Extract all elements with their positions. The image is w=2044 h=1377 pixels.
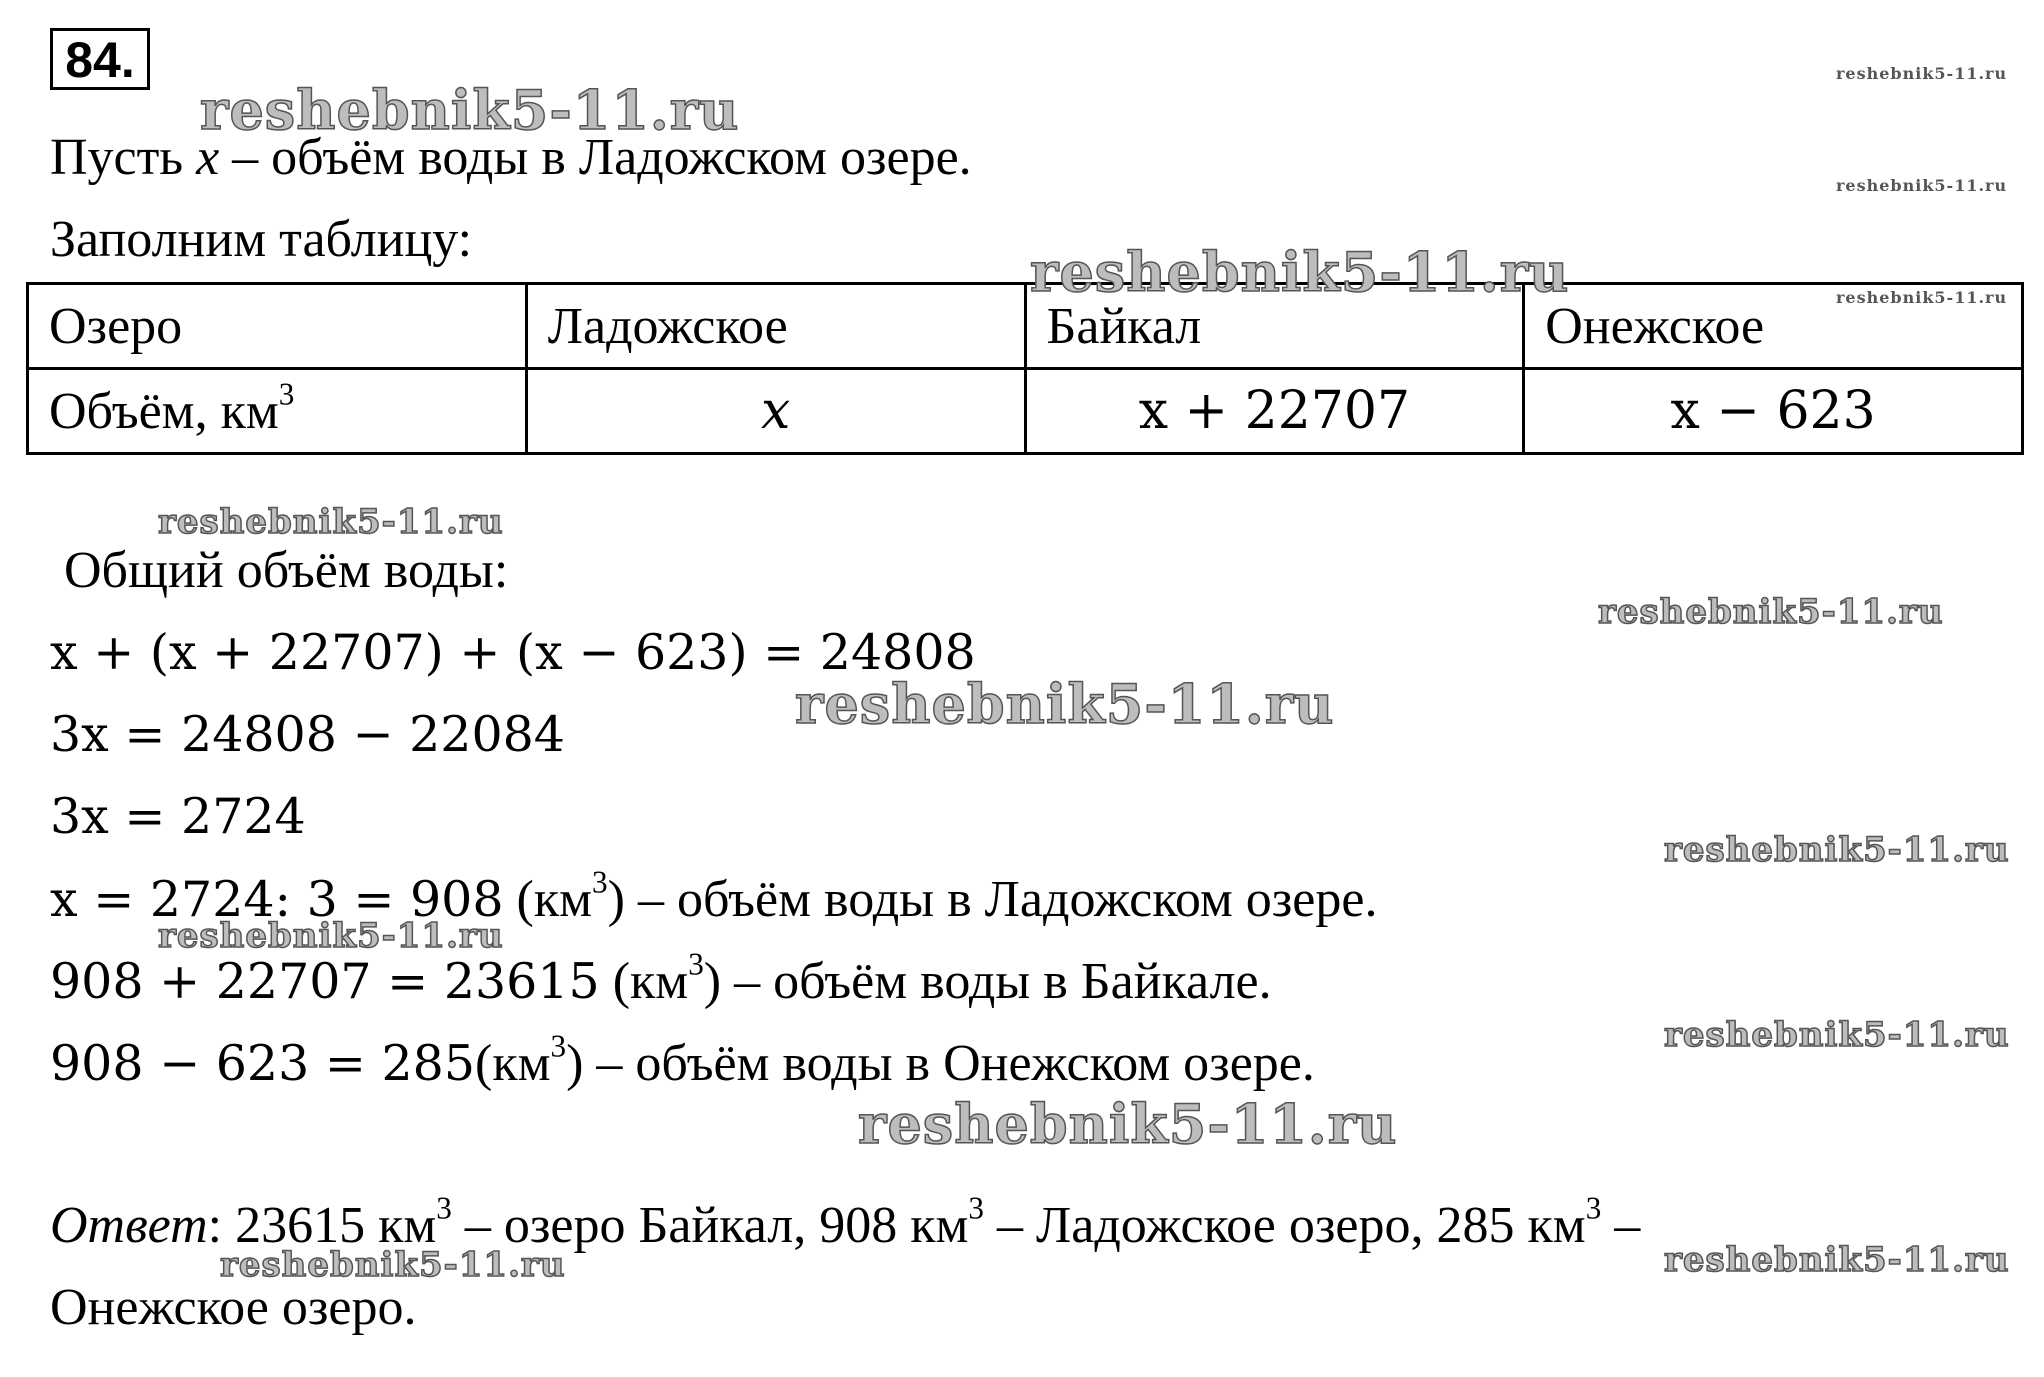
table-header-cell: Озеро: [28, 284, 527, 369]
intro-text-b: – объём воды в Ладожском озере.: [219, 129, 972, 186]
equation-6-math: 908 − 623 = 285: [50, 1035, 475, 1092]
watermark: reshebnik5-11.ru: [220, 1245, 566, 1285]
watermark: reshebnik5-11.ru: [1664, 830, 2010, 870]
equation-6-unit: (км: [475, 1035, 551, 1092]
equation-4-math: x = 2724: 3 = 908: [50, 871, 504, 928]
watermark: reshebnik5-11.ru: [1664, 1015, 2010, 1055]
equation-5-unit: (км: [599, 953, 689, 1010]
watermark: reshebnik5-11.ru: [158, 916, 504, 956]
answer-part-2: – озеро Байкал, 908 км: [451, 1197, 969, 1254]
table-cell-ladoga: x: [526, 369, 1025, 454]
lake-volume-table: [26, 282, 2024, 455]
watermark: reshebnik5-11.ru: [1836, 288, 2008, 307]
equation-6: [50, 1028, 1315, 1092]
table-cell-baikal: x + 22707: [1025, 369, 1524, 454]
equation-5-sup: 3: [688, 946, 704, 982]
intro-variable: x: [196, 129, 220, 186]
answer-label: Ответ: [50, 1197, 208, 1254]
watermark: reshebnik5-11.ru: [1030, 240, 1570, 304]
answer-part-3: – Ладожское озеро, 285 км: [983, 1197, 1586, 1254]
problem-number: 84.: [50, 28, 150, 90]
watermark: reshebnik5-11.ru: [1836, 64, 2008, 83]
answer-line-2: Онежское озеро.: [50, 1279, 417, 1336]
equation-4-text: ) – объём воды в Ладожском озере.: [607, 871, 1378, 928]
watermark: reshebnik5-11.ru: [1664, 1240, 2010, 1280]
answer-part-1: : 23615 км: [207, 1197, 437, 1254]
answer-sup: 3: [968, 1190, 984, 1226]
equation-5: [50, 946, 1272, 1010]
total-label: Общий объём воды:: [64, 542, 509, 599]
watermark: reshebnik5-11.ru: [200, 78, 740, 142]
row-label-sup: 3: [278, 376, 295, 412]
table-row-label: [28, 369, 527, 454]
intro-line-2: Заполним таблицу:: [50, 211, 473, 268]
watermark: reshebnik5-11.ru: [158, 502, 504, 542]
table-header-cell: Онежское: [1524, 284, 2023, 369]
equation-5-math: 908 + 22707 = 23615: [50, 953, 600, 1010]
watermark: reshebnik5-11.ru: [858, 1092, 1398, 1156]
table-cell-onega: x − 623: [1524, 369, 2023, 454]
watermark: reshebnik5-11.ru: [795, 672, 1335, 736]
equation-5-text: ) – объём воды в Байкале.: [703, 953, 1272, 1010]
equation-4-unit: (км: [503, 871, 593, 928]
answer-sup: 3: [1585, 1190, 1602, 1226]
table-header-cell: Ладожское: [526, 284, 1025, 369]
table-header-row: [28, 284, 2023, 369]
equation-2: 3x = 24808 − 22084: [50, 706, 565, 763]
watermark: reshebnik5-11.ru: [1836, 176, 2008, 195]
intro-text-a: Пусть: [50, 129, 197, 186]
equation-3: 3x = 2724: [50, 788, 306, 845]
answer-sup: 3: [436, 1190, 452, 1226]
equation-1: x + (x + 22707) + (x − 623) = 24808: [50, 624, 976, 681]
equation-6-sup: 3: [550, 1028, 567, 1064]
watermark: reshebnik5-11.ru: [1598, 592, 1944, 632]
table-header-cell: Байкал: [1025, 284, 1524, 369]
table-row: [28, 369, 2023, 454]
answer-part-4: –: [1601, 1197, 1641, 1254]
equation-4-sup: 3: [592, 864, 608, 900]
equation-6-text: ) – объём воды в Онежском озере.: [566, 1035, 1315, 1092]
row-label-text: Объём, км: [49, 382, 279, 440]
